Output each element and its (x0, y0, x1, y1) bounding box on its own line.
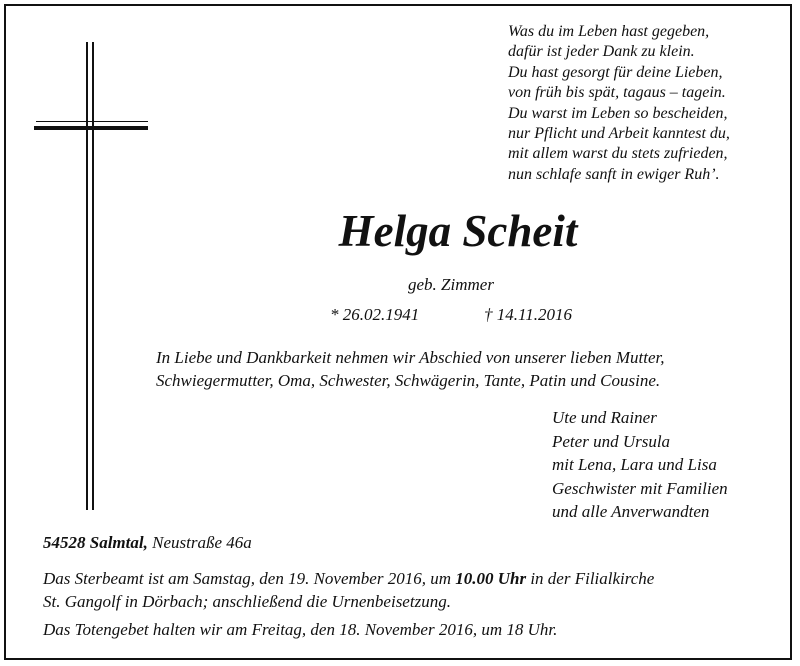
cross-vertical-bar (86, 42, 94, 510)
poem-line: nur Pflicht und Arbeit kanntest du, (508, 125, 730, 143)
farewell-line: Schwiegermutter, Oma, Schwester, Schwägerin, Tante, Patin und Cousine. (156, 371, 661, 390)
poem-line: Du hast gesorgt für deine Lieben, (508, 63, 723, 81)
address (43, 533, 252, 553)
service-line-2: St. Gangolf in Dörbach; anschließend die Urnenbeisetzung. (43, 592, 451, 611)
cross-horizontal-thin-bar (36, 121, 148, 122)
address-city: 54528 Salmtal, (43, 533, 148, 552)
mourner: Ute und Rainer (552, 408, 657, 427)
service-text-after: in der Filialkirche (526, 569, 655, 588)
funeral-service-info (43, 567, 783, 613)
birth-date: * 26.02.1941 (330, 305, 420, 324)
cross-horizontal-thick-bar (34, 126, 148, 130)
service-text-before: Das Sterbeamt ist am Samstag, den 19. November 2016, um (43, 569, 456, 588)
address-street: Neustraße 46a (152, 533, 252, 552)
poem-line: Du warst im Leben so bescheiden, (508, 104, 728, 122)
maiden-name: geb. Zimmer (408, 275, 494, 294)
poem-line: dafür ist jeder Dank zu klein. (508, 43, 695, 61)
farewell-line: In Liebe und Dankbarkeit nehmen wir Abschied von unserer lieben Mutter, (156, 348, 665, 367)
mourners-list (552, 406, 728, 524)
service-line-1 (43, 567, 783, 590)
poem-line: Was du im Leben hast gegeben, (508, 23, 710, 40)
deceased-name: Helga Scheit (338, 206, 578, 256)
poem-line: nun schlafe sanft in ewiger Ruh’. (508, 165, 720, 183)
mourner: Geschwister mit Familien (552, 478, 728, 498)
service-time: 10.00 Uhr (455, 569, 527, 588)
prayer-info: Das Totengebet halten wir am Freitag, den 18. November 2016, um 18 Uhr. (43, 620, 558, 639)
mourner: Peter und Ursula (552, 431, 671, 451)
mourner: mit Lena, Lara und Lisa (552, 455, 717, 474)
poem-line: von früh bis spät, tagaus – tagein. (508, 84, 726, 102)
farewell-text (156, 346, 776, 392)
death-date: † 14.11.2016 (484, 305, 572, 324)
poem (508, 22, 788, 185)
poem-line: mit allem warst du stets zufrieden, (508, 145, 728, 163)
mourner: und alle Anverwandten (552, 502, 710, 521)
